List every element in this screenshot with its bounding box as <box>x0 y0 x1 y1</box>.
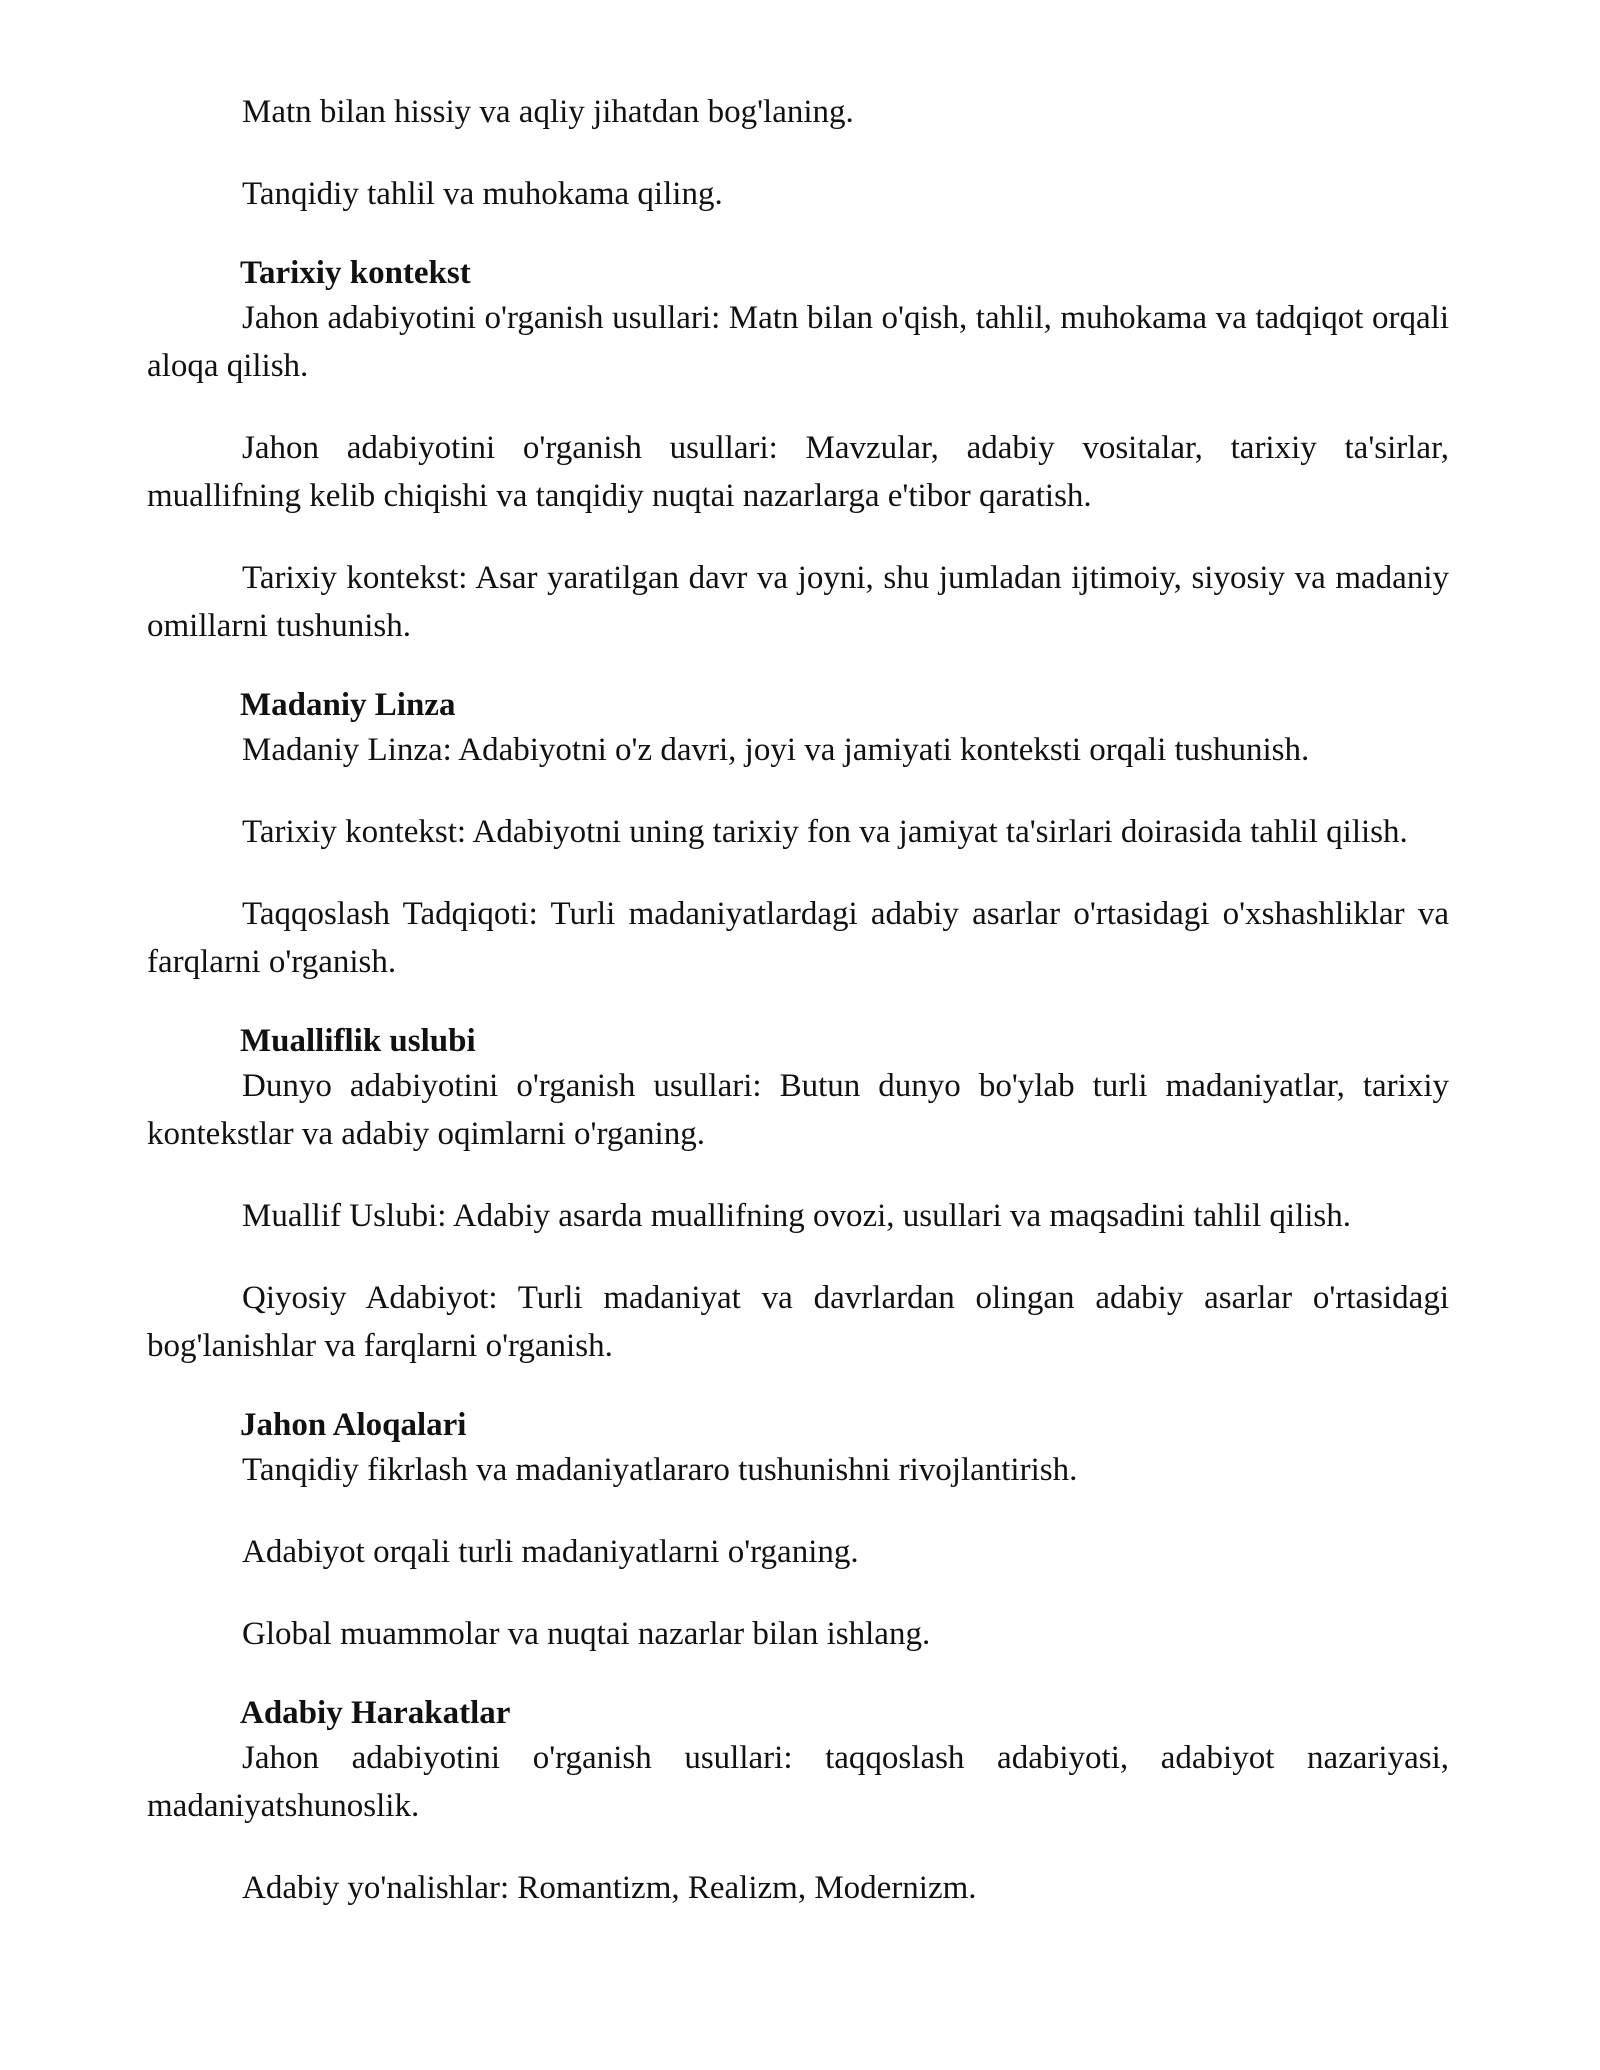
section-heading: Adabiy Harakatlar <box>240 1695 511 1731</box>
body-paragraph: Global muammolar va nuqtai nazarlar bilan ishlang. <box>242 1616 931 1652</box>
body-paragraph: Adabiy yo'nalishlar: Romantizm, Realizm, Modernizm. <box>242 1870 977 1906</box>
body-paragraph: Jahon adabiyotini o'rganish usullari: Matn bilan o'qish, tahlil, muhokama va tadqiqot orqali aloqa qilish. <box>147 300 1449 384</box>
body-paragraph: Muallif Uslubi: Adabiy asarda muallifning ovozi, usullari va maqsadini tahlil qilish. <box>242 1198 1351 1234</box>
body-paragraph: Qiyosiy Adabiyot: Turli madaniyat va davrlardan olingan adabiy asarlar o'rtasidagi bog'lanishlar va farqlarni o'rganish. <box>147 1280 1449 1364</box>
document-page <box>147 88 1449 1946</box>
section-adabiy-harakatlar <box>147 1692 1449 1912</box>
body-paragraph: Tarixiy kontekst: Adabiyotni uning tarixiy fon va jamiyat ta'sirlari doirasida tahlil qilish. <box>242 814 1408 850</box>
body-paragraph: Taqqoslash Tadqiqoti: Turli madaniyatlardagi adabiy asarlar o'rtasidagi o'xshashliklar va farqlarni o'rganish. <box>147 896 1449 980</box>
body-paragraph: Tanqidiy fikrlash va madaniyatlararo tushunishni rivojlantirish. <box>242 1452 1078 1488</box>
section-heading: Mualliflik uslubi <box>240 1023 476 1059</box>
section-mualliflik-uslubi <box>147 1020 1449 1370</box>
body-paragraph: Madaniy Linza: Adabiyotni o'z davri, joyi va jamiyati konteksti orqali tushunish. <box>242 732 1310 768</box>
section-madaniy-linza <box>147 684 1449 986</box>
section-heading: Madaniy Linza <box>240 687 456 723</box>
intro-paragraph: Tanqidiy tahlil va muhokama qiling. <box>242 176 723 212</box>
body-paragraph: Jahon adabiyotini o'rganish usullari: taqqoslash adabiyoti, adabiyot nazariyasi, madaniyatshunoslik. <box>147 1740 1449 1824</box>
section-heading: Jahon Aloqalari <box>240 1407 467 1443</box>
body-paragraph: Dunyo adabiyotini o'rganish usullari: Butun dunyo bo'ylab turli madaniyatlar, tarixiy kontekstlar va adabiy oqimlarni o'rganing. <box>147 1068 1449 1152</box>
section-heading: Tarixiy kontekst <box>240 255 471 291</box>
section-tarixiy-kontekst <box>147 252 1449 650</box>
intro-paragraph: Matn bilan hissiy va aqliy jihatdan bog'laning. <box>242 94 854 130</box>
section-jahon-aloqalari <box>147 1404 1449 1658</box>
body-paragraph: Adabiyot orqali turli madaniyatlarni o'rganing. <box>242 1534 859 1570</box>
body-paragraph: Tarixiy kontekst: Asar yaratilgan davr va joyni, shu jumladan ijtimoiy, siyosiy va madaniy omillarni tushunish. <box>147 560 1449 644</box>
body-paragraph: Jahon adabiyotini o'rganish usullari: Mavzular, adabiy vositalar, tarixiy ta'sirlar, muallifning kelib chiqishi va tanqidiy nuqtai nazarlarga e'tibor qaratish. <box>147 430 1449 514</box>
